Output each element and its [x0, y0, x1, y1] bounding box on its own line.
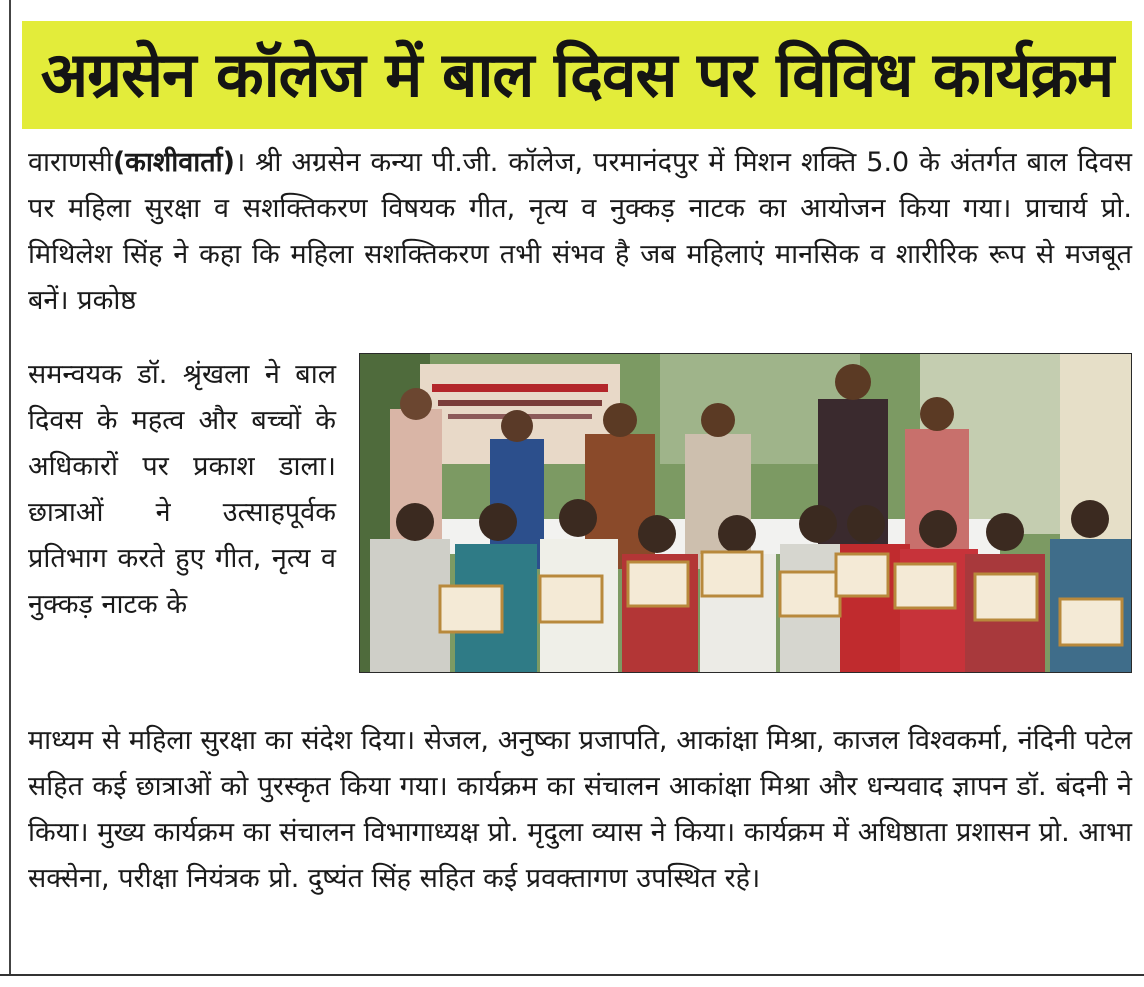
event-photo-image: [360, 354, 1131, 672]
headline: अग्रसेन कॉलेज में बाल दिवस पर विविध कार्यक्रम: [40, 38, 1114, 111]
bottom-rule: [0, 974, 1144, 976]
column-rule-left: [9, 0, 11, 975]
article-paragraph-left-column: समन्वयक डॉ. श्रृंखला ने बाल दिवस के महत्व और बच्चों के अधिकारों पर प्रकाश डाला। छात्राओं ने उत्साहपूर्वक प्रतिभाग करते हुए गीत, नृत्य व नुक्कड़ नाटक के: [28, 359, 336, 620]
dateline-source: (काशीवार्ता): [112, 147, 235, 178]
event-photo: [359, 353, 1132, 673]
article-paragraph-bottom: माध्यम से महिला सुरक्षा का संदेश दिया। सेजल, अनुष्का प्रजापति, आकांक्षा मिश्रा, काजल विश्वकर्मा, नंदिनी पटेल सहित कई छात्राओं को पुरस्कृत किया गया। कार्यक्रम का संचालन आकांक्षा मिश्रा और धन्यवाद ज्ञापन डॉ. बंदनी ने किया। मुख्य कार्यक्रम का संचालन विभागाध्यक्ष प्रो. मृदुला व्यास ने किया। कार्यक्रम में अधिष्ठाता प्रशासन प्रो. आभा सक्सेना, परीक्षा नियंत्रक प्रो. दुष्यंत सिंह सहित कई प्रवक्तागण उपस्थित रहे।: [28, 725, 1132, 894]
dateline-place: वाराणसी: [28, 147, 113, 178]
headline-banner: [22, 21, 1132, 129]
paragraph-top-text: । श्री अग्रसेन कन्या पी.जी. कॉलेज, परमानंदपुर में मिशन शक्ति 5.0 के अंतर्गत बाल दिवस पर महिला सुरक्षा व सशक्तिकरण विषयक गीत, नृत्य व नुक्कड़ नाटक का आयोजन किया गया। प्राचार्य प्रो. मिथिलेश सिंह ने कहा कि महिला सशक्तिकरण तभी संभव है जब महिलाएं मानसिक व शारीरिक रूप से मजबूत बनें। प्रकोष्ठ: [28, 147, 1132, 316]
article-paragraph-top: [28, 140, 1132, 324]
